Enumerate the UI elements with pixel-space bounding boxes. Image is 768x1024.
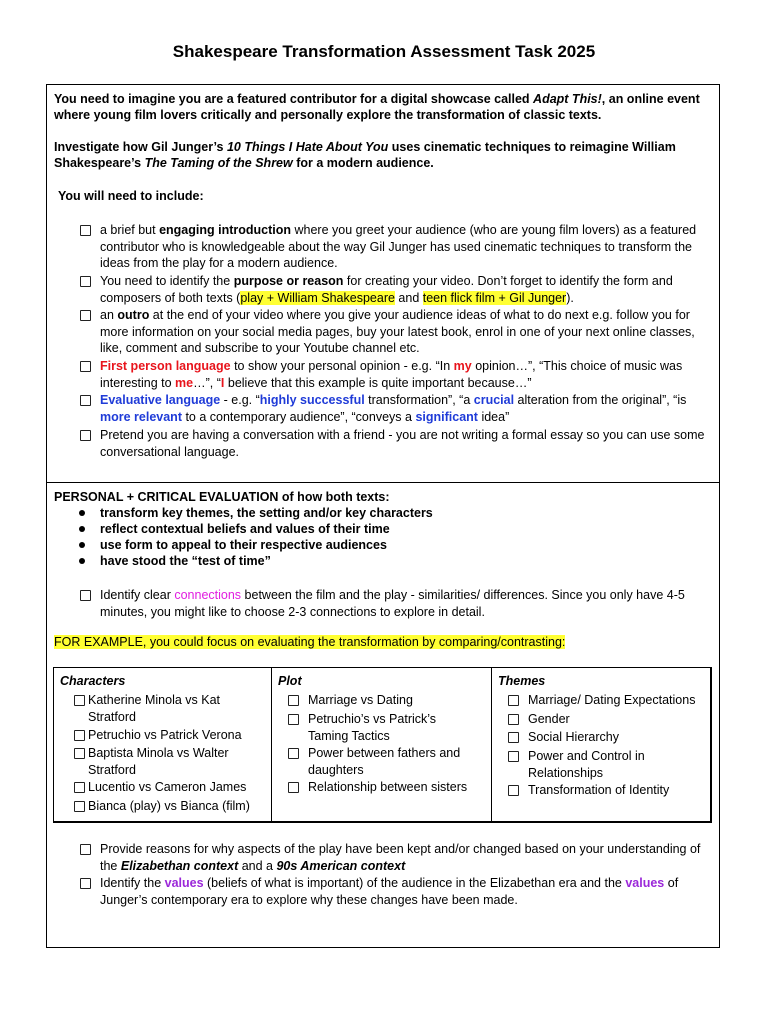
checkbox[interactable] — [74, 748, 85, 759]
checkbox[interactable] — [80, 225, 91, 236]
investigate-paragraph: Investigate how Gil Junger’s 10 Things I Hate About You uses cinematic techniques to reimagine William Shakespeare’s The Taming of the Shrew for a modern audience. — [54, 140, 676, 170]
checkbox[interactable] — [80, 844, 91, 855]
plot-column: Plot Marriage vs Dating Petruchio’s vs Patrick’s Taming Tactics Power between fathers and daughters Relationship between sisters — [272, 668, 492, 821]
showcase-name: Adapt This! — [533, 92, 602, 106]
themes-column: Themes Marriage/ Dating Expectations Gender Social Hierarchy Power and Control in Relationships Transformation of Identity — [498, 674, 696, 797]
evaluation-section: PERSONAL + CRITICAL EVALUATION of how both texts: transform key themes, the setting and/or key characters reflect contextual beliefs and values of their time use form to appeal to their respective audiences have stood the “test of time” Identify clear connections between the film and the play - similarities/ differences. Since you only have 4-5 minutes, you might like to choose 2-3 connections to explore in detail. FOR EXAMPLE, you could focus on evaluating the transformation by comparing/contrasting: Characters Katherine Minola vs Kat Stratford Petruchio vs Patrick Verona Baptista Minola vs Walter Stratford Lucentio vs Cameron James Bianca (play) vs Bianca (film) Plot Marriage vs Dating Petruchio’s vs Patrick’s Taming Tactics Power between fathers and daughters Relationship between sisters Themes Marriage/ Dating Expectations Gender Social Hierarchy Power and Control in Relationships Transformation of Identity Provide reasons for why aspects of the play have been kept and/or changed based on your understanding of the Elizabethan context and a 90s American context Identify the values (beliefs of what is important) of the audience in the Elizabethan era and the values of Junger’s contemporary era to explore why these changes have been made. — [47, 483, 719, 947]
checkbox[interactable] — [288, 695, 299, 706]
checkbox[interactable] — [74, 730, 85, 741]
checkbox[interactable] — [80, 395, 91, 406]
comparison-table — [53, 667, 712, 823]
highlight-film: teen flick film + Gil Junger — [422, 290, 567, 305]
checkbox[interactable] — [80, 310, 91, 321]
task-description-section: You need to imagine you are a featured contributor for a digital showcase called Adapt This!, an online event where young film lovers critically and personally explore the transformation of classic texts. Investigate how Gil Junger’s 10 Things I Hate About You uses cinematic techniques to reimagine William Shakespeare’s The Taming of the Shrew for a modern audience. You will need to include: a brief but engaging introduction where you greet your audience (who are young film lovers) as a featured contributor who is knowledgeable about the way Gil Junger has used cinematic techniques to transform the ideas from the play for a modern audience. You need to identify the purpose or reason for creating your video. Don’t forget to identify the form and composers of both texts (play + William Shakespeare and teen flick film + Gil Junger). an outro at the end of your video where you give your audience ideas of what to do next e.g. follow you for more information on your social media pages, buy your latest book, enrol in one of your next online classes, like, comment and subscribe to your Youtube channel etc. First person language to show your personal opinion - e.g. “In my opinion…”, “This choice of music was interesting to me…”, “I believe that this example is quite important because…” Evaluative language - e.g. “highly successful transformation”, “a crucial alteration from the original”, “is more relevant to a contemporary audience”, “conveys a significant idea” Pretend you are having a conversation with a friend - you are not writing a formal essay so you can use some conversational language. — [47, 85, 719, 483]
evaluation-bullets — [54, 505, 433, 569]
example-line: FOR EXAMPLE, you could focus on evaluating the transformation by comparing/contrasting: — [54, 635, 566, 649]
column-heading: Themes — [498, 674, 546, 688]
column-heading: Plot — [278, 674, 302, 688]
checkbox[interactable] — [508, 695, 519, 706]
checkbox[interactable] — [80, 590, 91, 601]
task-box — [46, 84, 720, 948]
checkbox[interactable] — [80, 276, 91, 287]
film-title: 10 Things I Hate About You — [226, 140, 389, 154]
characters-column: Characters Katherine Minola vs Kat Stratford Petruchio vs Patrick Verona Baptista Minola vs Walter Stratford Lucentio vs Cameron James Bianca (play) vs Bianca (film) — [54, 668, 272, 821]
checkbox[interactable] — [74, 782, 85, 793]
checkbox[interactable] — [288, 748, 299, 759]
checkbox[interactable] — [288, 782, 299, 793]
list-item: transform key themes, the setting and/or key characters — [54, 505, 433, 521]
list-item: have stood the “test of time” — [54, 553, 433, 569]
highlight-play: play + William Shakespeare — [240, 290, 395, 305]
page-title: Shakespeare Transformation Assessment Task 2025 — [172, 42, 596, 61]
evaluation-heading: PERSONAL + CRITICAL EVALUATION of how both texts: — [54, 490, 390, 504]
column-heading: Characters — [60, 674, 126, 688]
checkbox[interactable] — [288, 714, 299, 725]
list-item: use form to appeal to their respective audiences — [54, 537, 433, 553]
checkbox[interactable] — [80, 878, 91, 889]
play-title: The Taming of the Shrew — [144, 156, 293, 170]
checkbox[interactable] — [74, 695, 85, 706]
intro-paragraph: You need to imagine you are a featured contributor for a digital showcase called Adapt This!, an online event where young film lovers critically and personally explore the transformation of classic texts. — [54, 92, 700, 122]
include-heading: You will need to include: — [58, 189, 204, 203]
checkbox[interactable] — [80, 361, 91, 372]
checkbox[interactable] — [508, 732, 519, 743]
checkbox[interactable] — [508, 714, 519, 725]
list-item: reflect contextual beliefs and values of their time — [54, 521, 433, 537]
checkbox[interactable] — [74, 801, 85, 812]
checkbox[interactable] — [508, 785, 519, 796]
checkbox[interactable] — [508, 751, 519, 762]
checkbox[interactable] — [80, 430, 91, 441]
